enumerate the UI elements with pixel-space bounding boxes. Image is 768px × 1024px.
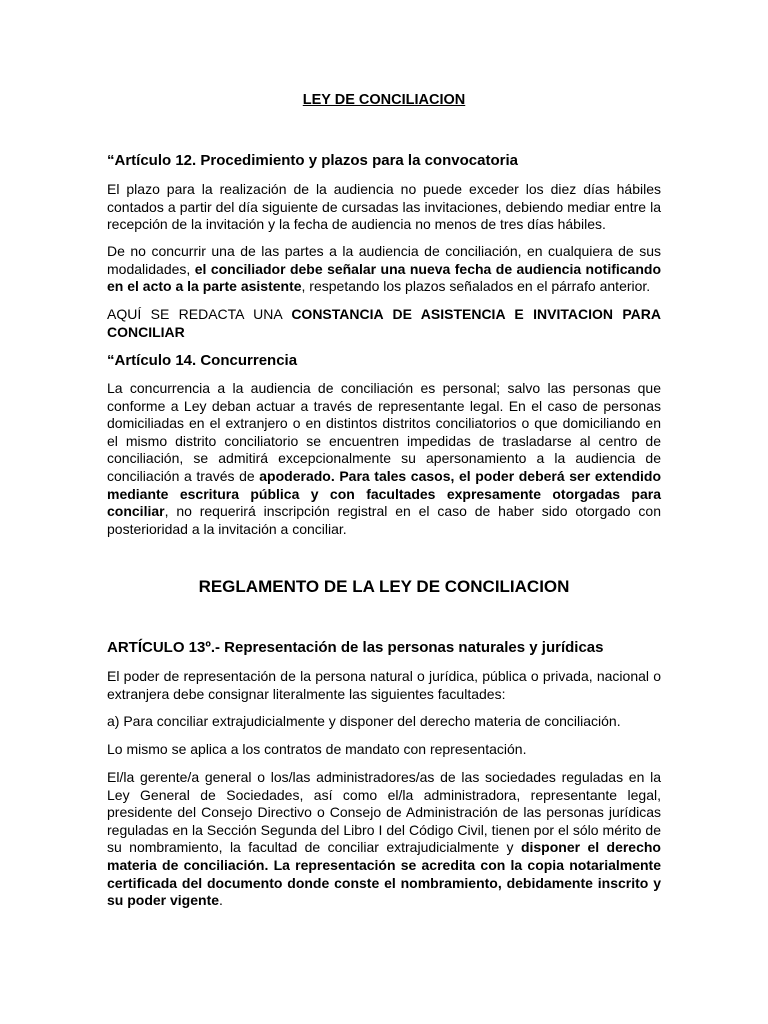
paragraph-text xyxy=(107,306,661,341)
heading-text: ARTÍCULO 13º.- Representación de las personas naturales y jurídicas xyxy=(107,639,604,656)
bold-text-run: disponer el derecho materia de conciliación. La representación se acredita con la copia notarialmente certificada del documento donde conste el nombramiento, debidamente inscrito y su poder vigente xyxy=(107,839,661,909)
paragraph-text xyxy=(107,380,661,538)
bold-text-run: apoderado. Para tales casos, el poder deberá ser extendido mediante escritura pública y con facultades expresamente otorgadas para conciliar xyxy=(107,467,661,520)
paragraph-text: a) Para conciliar extrajudicialmente y disponer del derecho materia de conciliación. xyxy=(107,713,621,729)
text-run: La concurrencia a la audiencia de conciliación es personal; salvo las personas que conforme a Ley deban actuar a través de representante legal. En el caso de personas domiciliadas en el extranjero o en distintos distritos conciliatorios o que domiciliando en el mismo distrito conciliatorio se encuentren impedidas de trasladarse al centro de conciliación, se admitirá excepcionalmente su apersonamiento a la audiencia de conciliación a través de xyxy=(107,380,661,484)
text-run: . xyxy=(219,892,223,909)
bold-text-run: el conciliador debe señalar una nueva fecha de audiencia notificando en el acto a la parte asistente xyxy=(107,260,661,295)
reglamento-paragraph-2 xyxy=(107,713,661,731)
paragraph-text xyxy=(107,243,661,296)
text-run: , respetando los plazos señalados en el párrafo anterior. xyxy=(301,278,651,295)
constancia-note xyxy=(107,306,661,341)
reglamento-paragraph-3 xyxy=(107,741,661,759)
paragraph-text: Lo mismo se aplica a los contratos de mandato con representación. xyxy=(107,741,527,757)
article-14-paragraph xyxy=(107,380,661,538)
text-run: El/la gerente/a general o los/las administradores/as de las sociedades reguladas en la Ley General de Sociedades, así como el/la administradora, representante legal, presidente del Consejo Directivo o Consejo de Administración de las personas jurídicas reguladas en la Sección Segunda del Libro I del Código Civil, tienen por el sólo mérito de su nombramiento, la facultad de conciliar extrajudicialmente y xyxy=(107,769,661,856)
paragraph-text xyxy=(107,769,661,910)
article-12-paragraph-2 xyxy=(107,243,661,296)
text-run: De no concurrir una de las partes a la audiencia de conciliación, en cualquiera de sus modalidades, xyxy=(107,243,661,277)
reglamento-paragraph-1 xyxy=(107,668,661,703)
reglamento-paragraph-4 xyxy=(107,769,661,910)
article-12-heading xyxy=(107,152,661,170)
bold-text-run: CONSTANCIA DE ASISTENCIA E INVITACION PARA CONCILIAR xyxy=(107,306,662,340)
article-12-paragraph-1 xyxy=(107,181,661,234)
article-14-heading xyxy=(107,352,661,370)
heading-text: “Artículo 14. Concurrencia xyxy=(107,352,298,369)
heading-text: “Artículo 12. Procedimiento y plazos para la convocatoria xyxy=(107,152,518,169)
article-13-heading xyxy=(107,639,661,657)
document-title: LEY DE CONCILIACION xyxy=(302,92,466,108)
reglamento-title: REGLAMENTO DE LA LEY DE CONCILIACION xyxy=(198,577,570,596)
text-run: AQUÍ SE REDACTA UNA xyxy=(107,306,292,322)
paragraph-text: El plazo para la realización de la audiencia no puede exceder los diez días hábiles contados a partir del día siguiente de cursadas las invitaciones, debiendo mediar entre la recepción de la invitación y la fecha de audiencia no menos de tres días hábiles. xyxy=(107,181,661,233)
paragraph-text: El poder de representación de la persona natural o jurídica, pública o privada, nacional o extranjera debe consignar literalmente las siguientes facultades: xyxy=(107,668,661,702)
text-run: , no requerirá inscripción registral en el caso de haber sido otorgado con posterioridad a la invitación a conciliar. xyxy=(107,503,661,537)
